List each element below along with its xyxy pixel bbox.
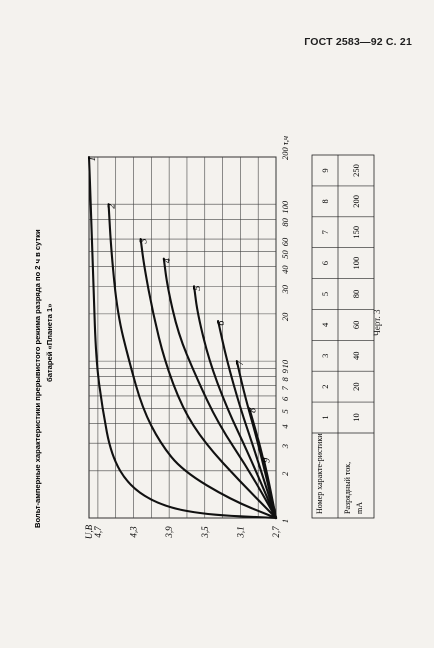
table-current-cell: 100 — [351, 256, 361, 270]
x-tick-label: 50 — [280, 250, 290, 259]
figure-title-line-1: Вольт-амперные характеристики прерывистого режима разряда по 2 ч в сутки — [33, 229, 42, 528]
table-current-cell: 150 — [351, 225, 361, 239]
table-row-header-number: Номер характе-ристики — [315, 433, 324, 514]
series-label-4: 4 — [161, 258, 173, 264]
table-number-cell: 9 — [320, 168, 330, 173]
table-number-cell: 1 — [320, 415, 330, 420]
series-label-5: 5 — [192, 285, 204, 291]
x-tick-label: 10 — [280, 359, 290, 369]
x-tick-label: 9 — [280, 369, 290, 374]
figure-caption: Черт. 3 — [372, 309, 382, 336]
y-tick-label: 3,9 — [164, 526, 175, 538]
y-axis-label: U,В — [84, 524, 94, 540]
series-line-5 — [194, 286, 276, 518]
series-label-9: 9 — [261, 457, 273, 463]
x-tick-label: 7 — [280, 386, 290, 391]
series-label-8: 8 — [247, 407, 259, 413]
table-number-cell: 6 — [320, 260, 330, 266]
x-tick-label: 40 — [280, 265, 290, 274]
table-current-cell: 80 — [351, 289, 361, 299]
table-row-header-current: Разрядный ток, — [343, 461, 352, 514]
table-number-cell: 5 — [320, 291, 330, 297]
series-line-3 — [138, 238, 276, 518]
table-row-header-current-cont: mA — [355, 502, 364, 514]
table-number-cell: 4 — [320, 322, 330, 328]
x-tick-label: 2 — [280, 471, 290, 476]
x-tick-label: 6 — [280, 396, 290, 402]
current-table — [312, 155, 374, 518]
x-tick-label: 1 — [280, 518, 290, 524]
table-current-cell: 10 — [351, 413, 361, 422]
x-tick-label: 30 — [280, 285, 290, 294]
series-line-1 — [89, 157, 276, 518]
x-tick-label: 20 — [280, 312, 290, 322]
page-header: ГОСТ 2583—92 С. 21 — [304, 36, 412, 48]
series-label-2: 2 — [106, 203, 118, 209]
x-tick-label: 60 — [280, 237, 290, 247]
table-current-cell: 20 — [351, 382, 361, 391]
table-current-cell: 250 — [351, 164, 361, 177]
x-tick-label: 100 — [280, 200, 290, 214]
y-tick-label: 4,3 — [128, 526, 139, 538]
x-tick-label: 3 — [280, 444, 290, 449]
y-tick-label: 4,7 — [92, 526, 103, 538]
y-tick-label: 3,5 — [199, 526, 210, 538]
table-current-cell: 60 — [351, 320, 361, 330]
table-current-cell: 40 — [351, 351, 361, 361]
table-current-cell: 200 — [351, 194, 361, 208]
series-label-1: 1 — [87, 156, 98, 162]
y-tick-label: 2,7 — [271, 526, 281, 538]
table-number-cell: 8 — [320, 199, 330, 204]
figure-title — [33, 229, 54, 528]
x-tick-label: 8 — [280, 377, 290, 382]
series-label-6: 6 — [216, 320, 228, 326]
x-tick-label: 4 — [280, 424, 290, 429]
series-label-3: 3 — [138, 238, 150, 244]
figure-title-line-2: батарей «Планета 1» — [45, 303, 54, 382]
series-lines — [87, 157, 276, 519]
x-tick-label: 200 τ,ч — [280, 135, 290, 160]
x-tick-label: 5 — [280, 409, 290, 414]
table-number-cell: 7 — [320, 230, 330, 235]
y-tick-label: 3,1 — [235, 526, 246, 538]
table-number-cell: 3 — [320, 353, 330, 358]
x-tick-label: 80 — [280, 218, 290, 227]
series-label-7: 7 — [234, 360, 246, 366]
table-number-cell: 2 — [320, 384, 330, 389]
